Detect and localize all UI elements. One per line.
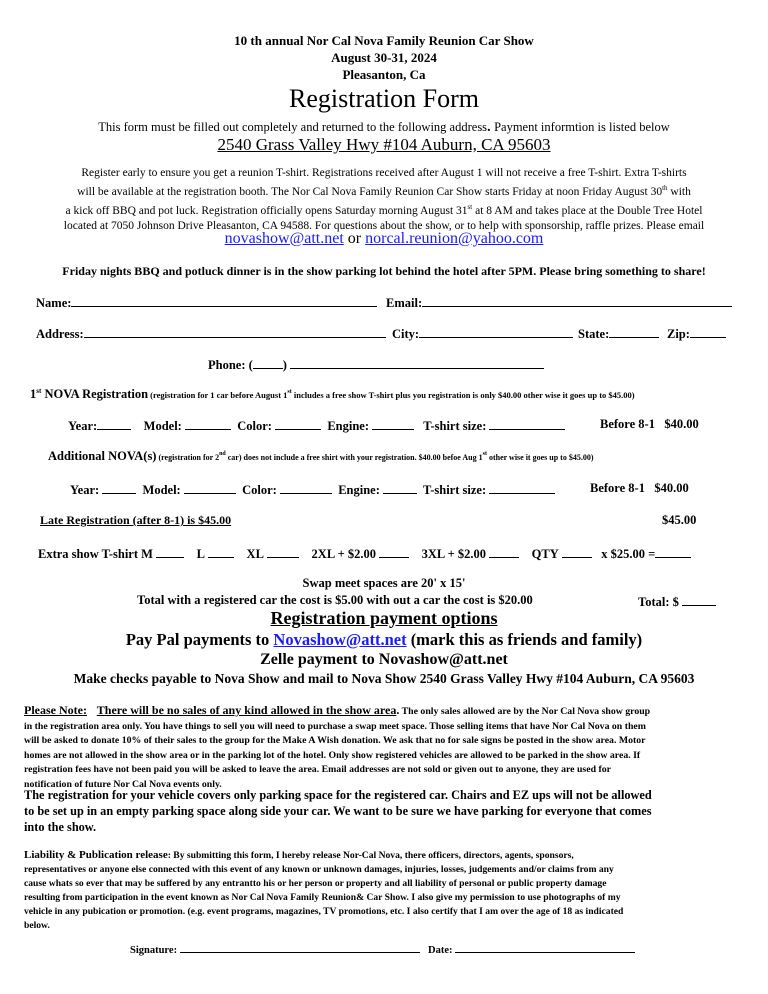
swap-meet-size: Swap meet spaces are 20' x 15' (302, 576, 466, 590)
signature-label: Signature: (130, 945, 178, 956)
phone-number-field[interactable] (290, 356, 544, 369)
superscript: st (482, 450, 487, 457)
phone-paren: ) (282, 358, 287, 372)
liability-line: vehicle in any pubication or promotion. (e.g. event programs, magazines, TV promotions, etc. I also certify that I am over the age of 18 as indicated (24, 906, 624, 917)
additional-nova-price (590, 481, 689, 496)
superscript: st (287, 389, 292, 395)
color-label: Color: (242, 483, 277, 497)
intro-text: a kick off BBQ and pot luck. Registration officially opens Saturday morning August 31 (65, 204, 468, 217)
color-field[interactable] (280, 481, 332, 494)
note-line: in the registration area only. You have things to sell you will need to purchase a swap meet space. Those selling items that have Nor Cal Nova on them (24, 720, 646, 732)
late-registration: Late Registration (after 8-1) is $45.00 (40, 513, 232, 527)
zip-row (667, 325, 726, 342)
liability-label: Liability & Publication release (24, 849, 168, 861)
color-label: Color: (237, 419, 272, 433)
email-link-norcal-reunion[interactable]: norcal.reunion@yahoo.com (365, 230, 544, 247)
size-3xl-label: 3XL + $2.00 (421, 547, 487, 561)
heading-note: car) does not include a free shirt with your registration. $40.00 befoe Aug 1 (225, 453, 483, 462)
note-line (24, 703, 749, 720)
swap-meet-cost: Total with a registered car the cost is $5.00 with out a car the cost is $20.00 (137, 593, 533, 607)
superscript: st (467, 202, 473, 211)
note-line: registration fees have not been paid you will be asked to leave the area. Email addresses are not sold or given out to anyone, they are used for (24, 764, 611, 775)
before-label: Before 8-1 (590, 481, 645, 495)
tshirt-total-field[interactable] (655, 545, 691, 558)
event-dates: August 30-31, 2024 (331, 50, 437, 65)
city-row (392, 325, 573, 342)
parking-line: to be set up in an empty parking space along side your car. We want to be sure we have parking for everyone that comes (24, 804, 652, 818)
city-field[interactable] (419, 325, 573, 338)
additional-nova-heading (48, 449, 593, 464)
liability-release (24, 848, 623, 933)
liability-line (24, 848, 623, 863)
tshirt-size-label: T-shirt size: (423, 419, 487, 433)
price-multiplier: x $25.00 = (601, 547, 656, 561)
event-title: 10 th annual Nor Cal Nova Family Reunion Car Show (234, 33, 534, 48)
liability-text: : By submitting this form, I hereby release Nor-Cal Nova, there officers, directors, agents, sponsors, (167, 850, 574, 861)
intro-line: located at 7050 Johnson Drive Pleasanton, CA 94588. For questions about the show, or to help with sponsorship, raffle prizes. Please email (63, 219, 705, 232)
please-note-section (24, 703, 749, 792)
name-label: Name: (36, 296, 72, 310)
swap-total-field[interactable] (682, 593, 716, 606)
heading-note: other wise it goes up to $45.00) (486, 453, 594, 462)
extra-tshirt-label: Extra show T-shirt M (38, 547, 153, 561)
phone-row (208, 356, 544, 373)
extra-tshirt-row (38, 545, 691, 562)
engine-field[interactable] (372, 417, 414, 430)
size-2xl-label: 2XL + $2.00 (311, 547, 376, 561)
state-label: State: (578, 327, 610, 341)
color-field[interactable] (275, 417, 321, 430)
model-label: Model: (142, 483, 181, 497)
intro-paragraph (0, 166, 768, 234)
intro-text: at 8 AM and takes place at the Double Tree Hotel (472, 204, 703, 217)
additional-nova-fields (70, 481, 555, 498)
year-field[interactable] (97, 417, 131, 430)
note-line: will be asked to donate 10% of their sales to the group for the Make A Wish donation. We ask that no for sale signs be posted in the show area. Motor (24, 735, 646, 746)
state-row (578, 325, 659, 342)
event-location: Pleasanton, Ca (342, 67, 426, 82)
parking-notice (24, 787, 652, 835)
tshirt-size-field[interactable] (489, 481, 555, 494)
email-link-novashow[interactable]: novashow@att.net (224, 230, 344, 247)
paypal-payment (0, 630, 768, 650)
price-value: $40.00 (664, 417, 699, 431)
first-nova-heading (30, 387, 635, 402)
size-2xl-field[interactable] (379, 545, 409, 558)
note-period: . (396, 703, 400, 717)
first-nova-price (600, 417, 699, 432)
note-line: homes are not allowed in the show area or in the parking lot of the hotel. Only show registered vehicles are allowed to be parked in the show area. If (24, 749, 641, 761)
bbq-notice: Friday nights BBQ and potluck dinner is in the show parking lot behind the hotel after 5PM. Please bring something to share! (62, 264, 706, 278)
check-payment: Make checks payable to Nova Show and mail to Nova Show 2540 Grass Valley Hwy #104 Auburn, CA 95603 (73, 671, 695, 686)
note-label: Please Note: (24, 703, 87, 717)
mailing-address: 2540 Grass Valley Hwy #104 Auburn, CA 95603 (217, 135, 551, 154)
zelle-payment: Zelle payment to Novashow@att.net (260, 651, 508, 668)
model-label: Model: (143, 419, 182, 433)
before-label: Before 8-1 (600, 417, 655, 431)
late-registration-price: $45.00 (662, 513, 697, 527)
qty-field[interactable] (562, 545, 592, 558)
engine-label: Engine: (327, 419, 369, 433)
superscript: st (36, 387, 42, 395)
email-label: Email: (386, 296, 423, 310)
swap-total-label: Total: $ (638, 595, 679, 609)
paypal-text: Pay Pal payments to (125, 630, 274, 649)
note-body: The only sales allowed are by the Nor Cal Nova show group (399, 706, 651, 717)
paypal-email-link[interactable]: Novashow@att.net (273, 630, 407, 649)
note-headline: There will be no sales of any kind allowed in the show area (96, 703, 397, 717)
year-label: Year: (70, 483, 100, 497)
phone-label: Phone: ( (208, 358, 253, 372)
intro-text: will be available at the registration booth. The Nor Cal Nova Family Reunion Car Show starts Friday at noon Friday August 30 (77, 185, 663, 198)
parking-line: into the show. (24, 820, 97, 834)
address-label: Address: (36, 327, 84, 341)
phone-area-code-field[interactable] (253, 356, 283, 369)
model-field[interactable] (184, 481, 236, 494)
superscript: nd (219, 450, 226, 457)
signature-row (130, 942, 420, 956)
size-xl-label: XL (246, 547, 264, 561)
intro-line: Register early to ensure you get a reunion T-shirt. Registrations received after August 1 will not receive a free T-shirt. Extra T-shirts (81, 167, 687, 179)
note-line: notification of future Nor Cal Nova events only. (24, 778, 222, 790)
size-l-label: L (196, 547, 205, 561)
email-field[interactable] (422, 294, 732, 307)
liability-line: below. (24, 920, 50, 931)
date-label: Date: (428, 945, 453, 956)
tshirt-size-label: T-shirt size: (423, 483, 487, 497)
qty-label: QTY (531, 547, 559, 561)
date-field[interactable] (455, 942, 635, 953)
first-nova-fields (68, 417, 565, 434)
tshirt-size-field[interactable] (489, 417, 565, 430)
contact-emails (0, 230, 768, 248)
instructions-period: . (487, 120, 495, 135)
state-field[interactable] (609, 325, 659, 338)
address-field[interactable] (84, 325, 386, 338)
intro-line (0, 200, 768, 219)
heading-note: includes a free show T-shirt plus you registration is only $40.00 other wise it goes up to $45.00) (291, 390, 635, 401)
size-m-field[interactable] (156, 545, 184, 558)
or-text: or (343, 230, 366, 247)
price-value: $40.00 (654, 481, 689, 495)
heading-note: (registration for 1 car before August 1 (148, 390, 288, 401)
size-l-field[interactable] (208, 545, 234, 558)
liability-line: resulting from participation in the event known as Nor Cal Nova Family Reunion& Car Show. I also give my permission to use photographs of my (24, 892, 621, 903)
date-row (428, 942, 635, 956)
signature-field[interactable] (180, 942, 420, 953)
payment-options-title: Registration payment options (270, 608, 498, 628)
liability-line: cause whats so ever that may be suffered by any entrantto his or her person or property and all liability of personal or public property damage (24, 878, 607, 889)
form-instructions (0, 120, 768, 136)
heading-note: (registration for 2 (156, 453, 220, 462)
name-row (36, 294, 377, 311)
form-title: Registration Form (289, 84, 479, 113)
size-xl-field[interactable] (267, 545, 299, 558)
engine-field[interactable] (383, 481, 417, 494)
paypal-note: (mark this as friends and family) (406, 630, 643, 649)
engine-label: Engine: (338, 483, 380, 497)
parking-line: The registration for your vehicle covers only parking space for the registered car. Chairs and EZ ups will not be allowed (24, 788, 652, 802)
heading-title: NOVA Registration (41, 387, 149, 402)
intro-text: with (667, 185, 691, 198)
year-label: Year: (68, 419, 98, 433)
year-field[interactable] (102, 481, 136, 494)
intro-line (0, 181, 768, 200)
liability-line: representatives or anyone else connected with this event of any known or unknown damages, injuries, losses, judgements and/or claims from any (24, 864, 614, 875)
name-field[interactable] (71, 294, 377, 307)
instructions-text: This form must be filled out completely and returned to the following address (98, 120, 488, 134)
model-field[interactable] (185, 417, 231, 430)
email-row (386, 294, 732, 311)
zip-field[interactable] (690, 325, 726, 338)
heading-number: 1 (30, 387, 37, 402)
city-label: City: (392, 327, 420, 341)
instructions-payment: Payment informtion is listed below (494, 120, 670, 134)
size-3xl-field[interactable] (489, 545, 519, 558)
address-row (36, 325, 386, 342)
heading-title: Additional NOVA(s) (48, 449, 157, 463)
superscript: th (662, 184, 668, 192)
zip-label: Zip: (667, 327, 690, 341)
